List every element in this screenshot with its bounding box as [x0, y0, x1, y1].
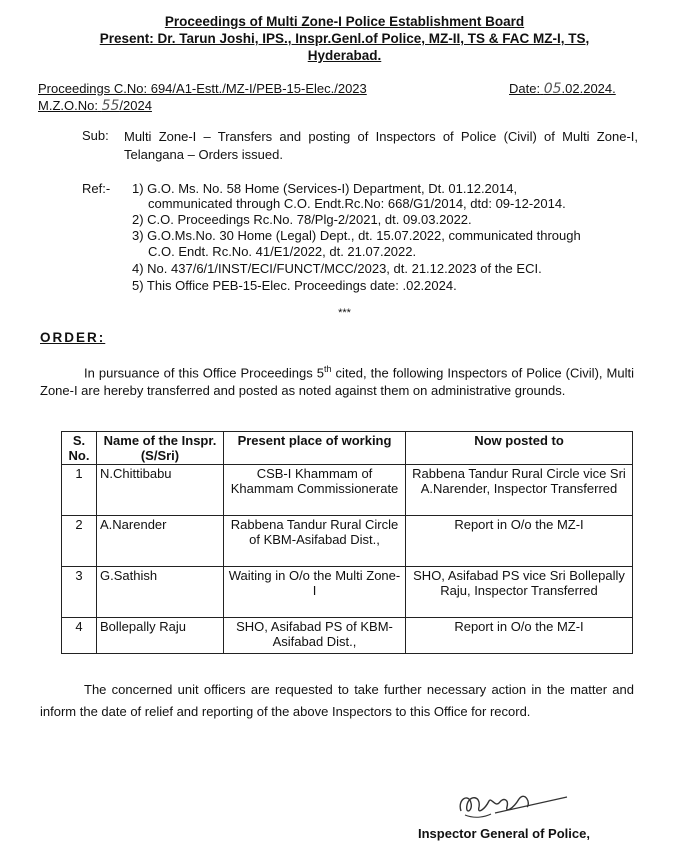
reference-item: communicated through C.O. Endt.Rc.No: 668/G1/2014, dtd: 09-12-2014.	[148, 196, 566, 211]
subject-label: Sub:	[82, 128, 109, 143]
location-line: Hyderabad.	[307, 48, 382, 63]
cell-present: Waiting in O/o the Multi Zone-I	[224, 567, 406, 618]
cell-name: N.Chittibabu	[97, 465, 224, 516]
mzo-number	[38, 98, 152, 114]
cell-present: Rabbena Tandur Rural Circle of KBM-Asifabad Dist.,	[224, 516, 406, 567]
signature-mark	[455, 785, 575, 825]
cell-name: G.Sathish	[97, 567, 224, 618]
cell-sno: 3	[62, 567, 97, 618]
table-row	[62, 516, 633, 567]
date-label: Date:	[509, 81, 541, 96]
reference-item: C.O. Endt. Rc.No. 41/E1/2022, dt. 21.07.2022.	[148, 244, 417, 259]
date-rest: .02.2024.	[561, 81, 616, 96]
table-row	[62, 618, 633, 654]
reference-item: 5) This Office PEB-15-Elec. Proceedings date: .02.2024.	[132, 278, 457, 293]
mzo-rest: /2024	[119, 98, 152, 113]
closing-paragraph: The concerned unit officers are requested to take further necessary action in the matter and inform the date of relief and reporting of the above Inspectors to this Office for record.	[40, 682, 634, 719]
cell-name: Bollepally Raju	[97, 618, 224, 654]
table-row	[62, 567, 633, 618]
header-sno: S. No.	[62, 432, 97, 465]
cell-name: A.Narender	[97, 516, 224, 567]
reference-item: 1) G.O. Ms. No. 58 Home (Services-I) Department, Dt. 01.12.2014,	[132, 181, 518, 196]
reference-label: Ref:-	[82, 181, 111, 196]
present-line: Present: Dr. Tarun Joshi, IPS., Inspr.Genl.of Police, MZ-II, TS & FAC MZ-I, TS,	[99, 31, 590, 46]
proceedings-number: Proceedings C.No: 694/A1-Estt./MZ-I/PEB-15-Elec./2023	[38, 81, 367, 96]
order-intro-a: In pursuance of this Office Proceedings 5	[84, 365, 325, 381]
cell-now: Rabbena Tandur Rural Circle vice Sri A.Narender, Inspector Transferred	[406, 465, 633, 516]
board-title: Proceedings of Multi Zone-I Police Establishment Board	[164, 14, 525, 29]
mzo-label: M.Z.O.No:	[38, 98, 98, 113]
cell-sno: 4	[62, 618, 97, 654]
designation: Inspector General of Police,	[418, 826, 590, 841]
order-intro-b: cited, the following Inspectors of Police (Civil), Multi Zone-I are hereby transferred and posted as noted against them on administrative grounds.	[40, 365, 634, 399]
cell-sno: 1	[62, 465, 97, 516]
header-present: Present place of working	[224, 432, 406, 465]
order-heading: ORDER:	[40, 330, 106, 345]
cell-present: SHO, Asifabad PS of KBM-Asifabad Dist.,	[224, 618, 406, 654]
table-row	[62, 465, 633, 516]
reference-item: 2) C.O. Proceedings Rc.No. 78/Plg-2/2021, dt. 09.03.2022.	[132, 212, 472, 227]
header-now: Now posted to	[406, 432, 633, 465]
proceedings-date	[509, 81, 616, 97]
order-intro	[40, 360, 634, 400]
cell-now: Report in O/o the MZ-I	[406, 516, 633, 567]
transfer-table	[61, 431, 633, 654]
subject-text: Multi Zone-I – Transfers and posting of Inspectors of Police (Civil) of Multi Zone-I, Telangana – Orders issued.	[124, 129, 638, 162]
mzo-handwritten: 55	[101, 98, 120, 114]
cell-now: Report in O/o the MZ-I	[406, 618, 633, 654]
header-name: Name of the Inspr. (S/Sri)	[97, 432, 224, 465]
table-header-row	[62, 432, 633, 465]
date-handwritten: 05	[543, 81, 562, 97]
cell-present: CSB-I Khammam of Khammam Commissionerate	[224, 465, 406, 516]
reference-item: 4) No. 437/6/1/INST/ECI/FUNCT/MCC/2023, dt. 21.12.2023 of the ECI.	[132, 261, 542, 276]
cell-sno: 2	[62, 516, 97, 567]
separator-stars: ***	[338, 307, 351, 319]
order-intro-sup: th	[324, 364, 332, 374]
cell-now: SHO, Asifabad PS vice Sri Bollepally Raju, Inspector Transferred	[406, 567, 633, 618]
reference-item: 3) G.O.Ms.No. 30 Home (Legal) Dept., dt. 15.07.2022, communicated through	[132, 228, 581, 243]
